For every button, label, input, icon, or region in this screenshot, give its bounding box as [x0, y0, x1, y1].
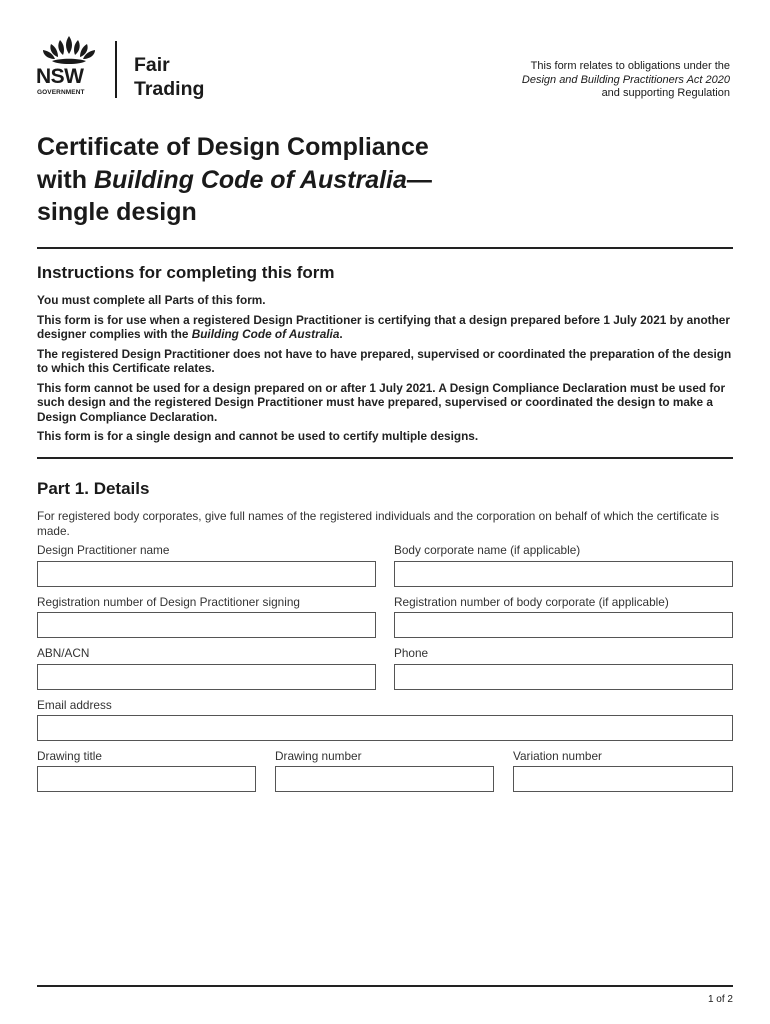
practitioner-name-input[interactable]: [37, 561, 376, 587]
email-input[interactable]: [37, 715, 733, 741]
variation-number-input[interactable]: [513, 766, 733, 792]
instructions-p4: This form cannot be used for a design prepared on or after 1 July 2021. A Design Compliance Declaration must be used for such design and the registered Design Practitioner must have prepared, supervised or coordinated the design to make a Design Compliance Declaration.: [37, 380, 726, 424]
phone-input[interactable]: [394, 664, 733, 690]
page-number: 1 of 2: [707, 994, 733, 1005]
drawing-number-label: Drawing number: [275, 749, 362, 763]
title-divider: [37, 247, 733, 249]
title-line3: single design: [37, 198, 197, 226]
logo-agency-line2: Trading: [134, 78, 205, 100]
header-note: [522, 60, 730, 101]
page-title: [37, 131, 557, 229]
instructions-p3: The registered Design Practitioner does not have to have prepared, supervised or coordinated the preparation of the design to which this Certificate relates.: [37, 346, 732, 375]
practitioner-reg-label: Registration number of Design Practitioner signing: [37, 595, 300, 609]
nsw-fair-trading-logo: [36, 34, 226, 102]
instructions-divider: [37, 457, 733, 459]
part1-intro: For registered body corporates, give full names of the registered individuals and the corporation on behalf of which the certificate is made.: [37, 509, 719, 538]
footer-divider: [37, 985, 733, 987]
drawing-title-label: Drawing title: [37, 749, 102, 763]
part1-heading: Part 1. Details: [37, 479, 150, 498]
waratah-icon: [38, 34, 100, 68]
instructions-p2-end: .: [339, 327, 343, 341]
drawing-title-input[interactable]: [37, 766, 256, 792]
body-corporate-reg-label: Registration number of body corporate (if applicable): [394, 595, 669, 609]
abn-acn-input[interactable]: [37, 664, 376, 690]
instructions-p2-italic: Building Code of Australia: [191, 327, 340, 341]
practitioner-reg-input[interactable]: [37, 612, 376, 638]
title-line2-italic: Building Code of Australia: [93, 165, 407, 194]
body-corporate-name-input[interactable]: [394, 561, 733, 587]
body-corporate-reg-input[interactable]: [394, 612, 733, 638]
drawing-number-input[interactable]: [275, 766, 494, 792]
title-line2-suffix: —: [406, 165, 432, 194]
instructions-p2-text: This form is for use when a registered Design Practitioner is certifying that a design prepared before 1 July 2021 by another designer complies with the: [37, 312, 730, 341]
title-line2: [37, 164, 557, 197]
header-note-act: Design and Building Practitioners Act 2020: [521, 73, 730, 86]
body-corporate-name-label: Body corporate name (if applicable): [394, 543, 581, 557]
instructions-body: [37, 293, 733, 449]
logo-government: GOVERNMENT: [37, 89, 85, 96]
variation-number-label: Variation number: [513, 749, 602, 763]
instructions-p1: You must complete all Parts of this form.: [37, 293, 266, 307]
logo-divider: [115, 41, 117, 98]
instructions-heading: Instructions for completing this form: [37, 263, 335, 282]
header-note-line3: and supporting Regulation: [601, 87, 730, 99]
abn-acn-label: ABN/ACN: [37, 646, 90, 660]
phone-label: Phone: [394, 646, 429, 660]
title-line2-prefix: with: [37, 165, 94, 194]
email-label: Email address: [37, 698, 112, 712]
title-line1: Certificate of Design Compliance: [37, 133, 429, 161]
logo-brand: NSW: [36, 65, 84, 88]
practitioner-name-label: Design Practitioner name: [37, 543, 170, 557]
instructions-p2: [37, 313, 733, 342]
header-note-line1: This form relates to obligations under the: [530, 60, 730, 72]
instructions-p5: This form is for a single design and cannot be used to certify multiple designs.: [37, 429, 479, 443]
logo-agency-line1: Fair: [134, 54, 170, 76]
